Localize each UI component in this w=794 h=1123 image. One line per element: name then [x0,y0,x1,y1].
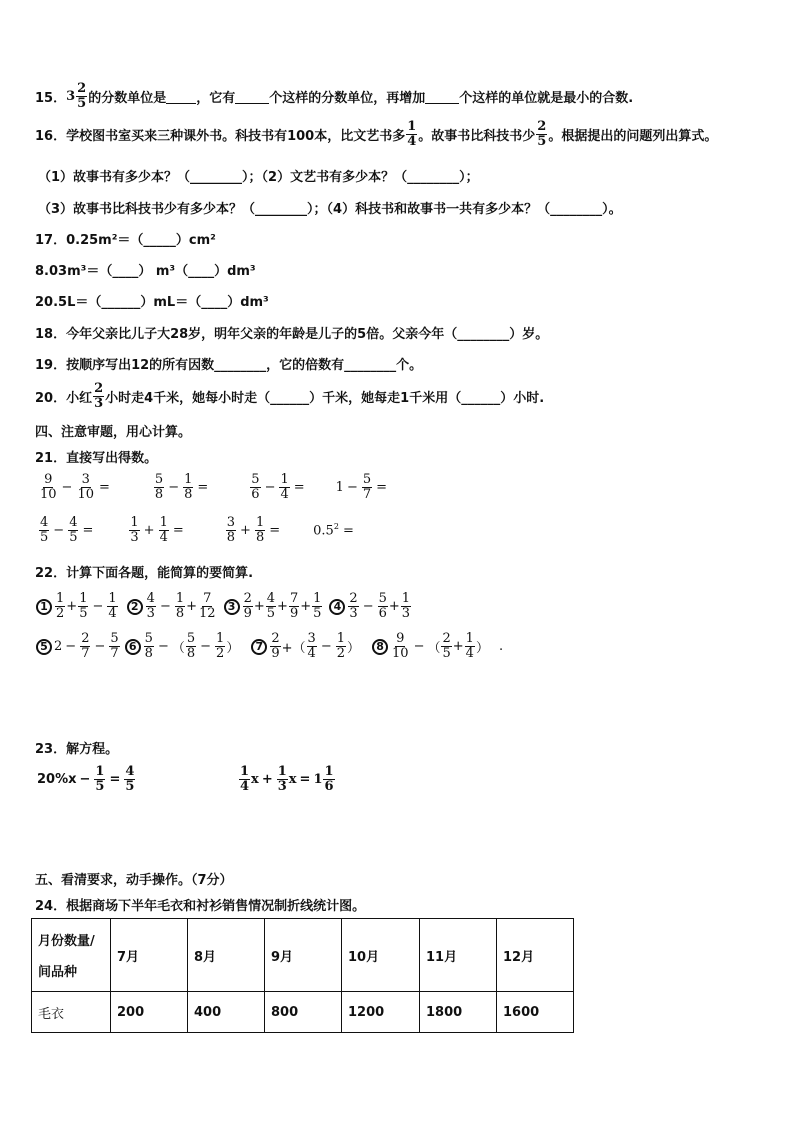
month-header: 9月 [265,919,342,992]
question-15: 15． 3 2 5 的分数单位是 ，它有 个这样的分数单位，再增加 个这样的单位就是最小的合数. [35,81,634,111]
question-24-title: 24．根据商场下半年毛衣和衬衫销售情况制折线统计图。 [35,899,366,914]
fraction: 1 4 [407,119,417,149]
table-row [32,992,574,1033]
section-4-heading: 四、注意审题，用心计算。 [35,425,192,440]
answer-blank[interactable] [166,89,196,104]
table-cell: 1600 [497,992,574,1033]
calc-simplify-row-1: 1 1 2 + 1 5 − $\frac{1}{4}$ 2 4 3 − $\frac{1}{8}$ + 7 12 3 2 9 + 4 5 + 7 9 + 1 5 4 2 3 − $\frac{5}{6}$ + 1 3 [36,592,412,621]
table-cell: 800 [265,992,342,1033]
calc-row-1: 9 10 − $\frac{3}{10}$ = 5 8 − $\frac{1}{8}$ = 5 6 − $\frac{1}{4}$ = 1 − $\frac{5}{7}$ = [40,472,388,502]
calc-row-2: 4 5 − $\frac{4}{5}$ = 1 3 + $\frac{1}{4}$ = 3 8 + $\frac{1}{8}$ = $0.5^2$ = [40,515,354,545]
equation-1: 20%x − $\frac{1}{5}$ = $\frac{4}{5}$ [37,764,135,794]
mixed-number-whole: 3 [66,89,76,104]
month-header: 11月 [420,919,497,992]
row-label: 毛衣 [32,992,111,1033]
fraction: 2 3 [94,381,104,411]
month-header: 8月 [188,919,265,992]
answer-blank[interactable] [235,89,269,104]
table-cell: 200 [111,992,188,1033]
table-cell: 1200 [342,992,420,1033]
sales-table [31,918,574,1033]
month-header: 10月 [342,919,420,992]
question-16-sub-1: （1）故事书有多少本？（________）；（2）文艺书有多少本？（________）； [38,170,479,185]
question-17-line-3: 20.5L＝（______）mL＝（____）dm³ [35,295,269,310]
month-header: 12月 [497,919,574,992]
question-16-sub-2: （3）故事书比科技书少有多少本？（________）；（4）科技书和故事书一共有多少本？（________）。 [38,202,622,217]
table-header-row [32,919,574,992]
fraction: 2 5 [537,119,547,149]
question-23-title: 23．解方程。 [35,742,119,757]
question-21-title: 21．直接写出得数。 [35,451,158,466]
question-22-title: 22．计算下面各题，能简算的要简算. [35,566,254,581]
question-17-line-2: 8.03m³＝（____） m³（____）dm³ [35,264,256,279]
section-5-heading: 五、看清要求，动手操作。（7分） [35,873,233,888]
month-header: 7月 [111,919,188,992]
table-cell: 1800 [420,992,497,1033]
question-17-line-1: 17．0.25m²＝（_____）cm² [35,233,216,248]
question-16: 16． 学校图书室买来三种课外书。科技书有100本，比文艺书多 1 4 。故事书比科技书少 2 5 。根据提出的问题列出算式。 [35,119,718,149]
question-18: 18．今年父亲比儿子大28岁，明年父亲的年龄是儿子的5倍。父亲今年（________）岁。 [35,327,549,342]
fraction: 2 5 [77,81,87,111]
table-cell: 400 [188,992,265,1033]
question-20: 20．小红 2 3 小时走4千米，她每小时走（______）千米，她每走1千米用（______）小时. [35,381,545,411]
calc-simplify-row-2: 5 2 − $\frac{2}{7}$ − $\frac{5}{7}$ 6 5 8 − （ $\frac{5}{8}$ − $\frac{1}{2}$ ） 7 2 9 +（ 3 4 − $\frac{1}{2}$ ） 8 9 10 − （ $\frac{2}{5}$ + 1 4 ） . [36,632,503,661]
equation-2: 1 4 x + $\frac{1}{3}$ x = 1 1 6 [240,764,334,794]
question-19: 19．按顺序写出12的所有因数________，它的倍数有________个。 [35,358,423,373]
header-corner-cell: 月份数量/ 间品种 [32,919,111,992]
answer-blank[interactable] [425,89,459,104]
